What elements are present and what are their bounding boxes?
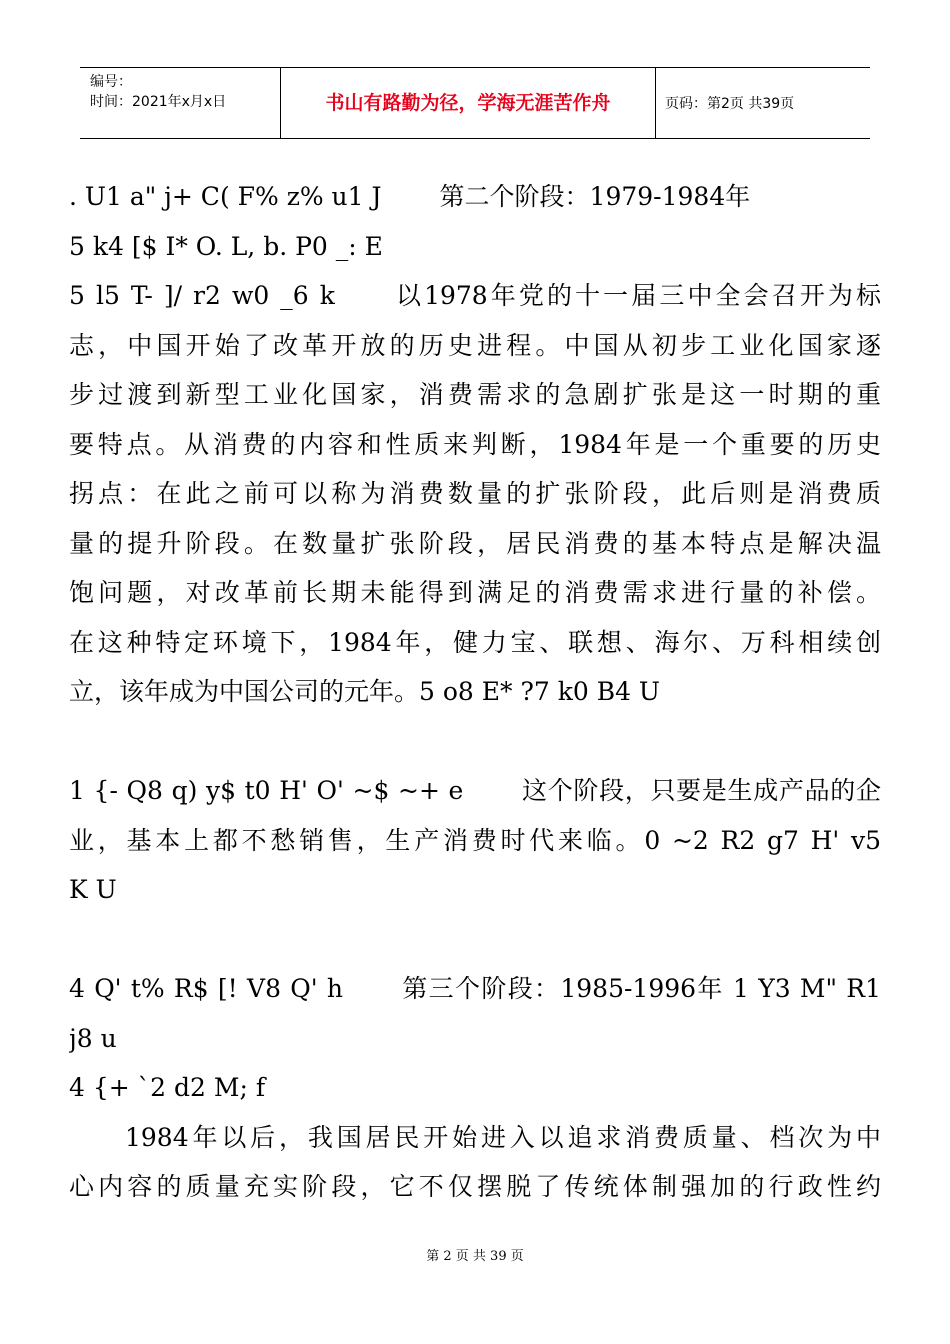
text-line: 在这种特定环境下，1984年，健力宝、联想、海尔、万科相续创 bbox=[69, 627, 881, 657]
text-line: 5 k4 [$ I* O. L, b. P0 _: E bbox=[69, 231, 383, 261]
paragraph-start: 以1978年党的十一届三中全会召开为标 bbox=[392, 281, 881, 310]
blank-line bbox=[69, 717, 881, 767]
motto: 书山有路勤为径，学海无涯苦作舟 bbox=[325, 92, 611, 114]
text-line: 量的提升阶段。在数量扩张阶段，居民消费的基本特点是解决温 bbox=[69, 528, 881, 558]
text-line: 拐点：在此之前可以称为消费数量的扩张阶段，此后则是消费质 bbox=[69, 479, 881, 508]
text-line: 饱问题，对改革前长期未能得到满足的消费需求进行量的补偿。 bbox=[69, 578, 881, 607]
page-footer: 第 2 页 共 39 页 bbox=[426, 1249, 524, 1264]
text-line bbox=[69, 172, 881, 222]
text-line: 心内容的质量充实阶段，它不仅摆脱了传统体制强加的行政性约 bbox=[69, 1172, 881, 1201]
text-line bbox=[69, 1113, 881, 1163]
text-line: 立，该年成为中国公司的元年。5 o8 E* ?7 k0 B4 U bbox=[69, 677, 661, 706]
time-label: 时间：2021年x月x日 bbox=[90, 94, 227, 110]
text-line: j8 u bbox=[69, 1023, 117, 1053]
noise-text: 5 l5 T- ]/ r2 w0 _6 k bbox=[69, 281, 335, 310]
stage-heading: 第三个阶段：1985-1996年 1 Y3 M" R1 bbox=[401, 974, 881, 1003]
paragraph-start: 这个阶段，只要是生成产品的企 bbox=[521, 776, 881, 805]
text-line: K U bbox=[69, 875, 117, 904]
noise-text: . U1 a" j+ C( F% z% u1 J bbox=[69, 182, 382, 211]
text-line bbox=[69, 271, 881, 321]
noise-text: 1 {- Q8 q) y$ t0 H' O' ~$ ~+ e bbox=[69, 776, 464, 805]
number-label: 编号： bbox=[90, 74, 132, 90]
blank-line bbox=[69, 915, 881, 965]
header-page-cell bbox=[655, 68, 870, 138]
stage-heading: 第二个阶段：1979-1984年 bbox=[439, 182, 751, 211]
text-line bbox=[69, 964, 881, 1014]
document-body bbox=[69, 172, 881, 1212]
header-meta-cell bbox=[80, 68, 280, 138]
text-line: 志，中国开始了改革开放的历史进程。中国从初步工业化国家逐 bbox=[69, 330, 881, 360]
header-motto-cell bbox=[280, 68, 656, 138]
paragraph-start: 1984年以后，我国居民开始进入以追求消费质量、档次为中 bbox=[125, 1122, 881, 1152]
noise-text: 4 Q' t% R$ [! V8 Q' h bbox=[69, 974, 344, 1003]
text-line: 4 {+ `2 d2 M; f bbox=[69, 1073, 266, 1102]
text-line bbox=[69, 766, 881, 816]
text-line: 步过渡到新型工业化国家，消费需求的急剧扩张是这一时期的重 bbox=[69, 380, 881, 409]
text-line: 要特点。从消费的内容和性质来判断，1984年是一个重要的历史 bbox=[69, 429, 881, 459]
page-info: 页码：第2页 共39页 bbox=[665, 96, 795, 112]
header-table bbox=[80, 67, 870, 139]
text-line: 业，基本上都不愁销售，生产消费时代来临。0 ~2 R2 g7 H' v5 bbox=[69, 825, 881, 855]
